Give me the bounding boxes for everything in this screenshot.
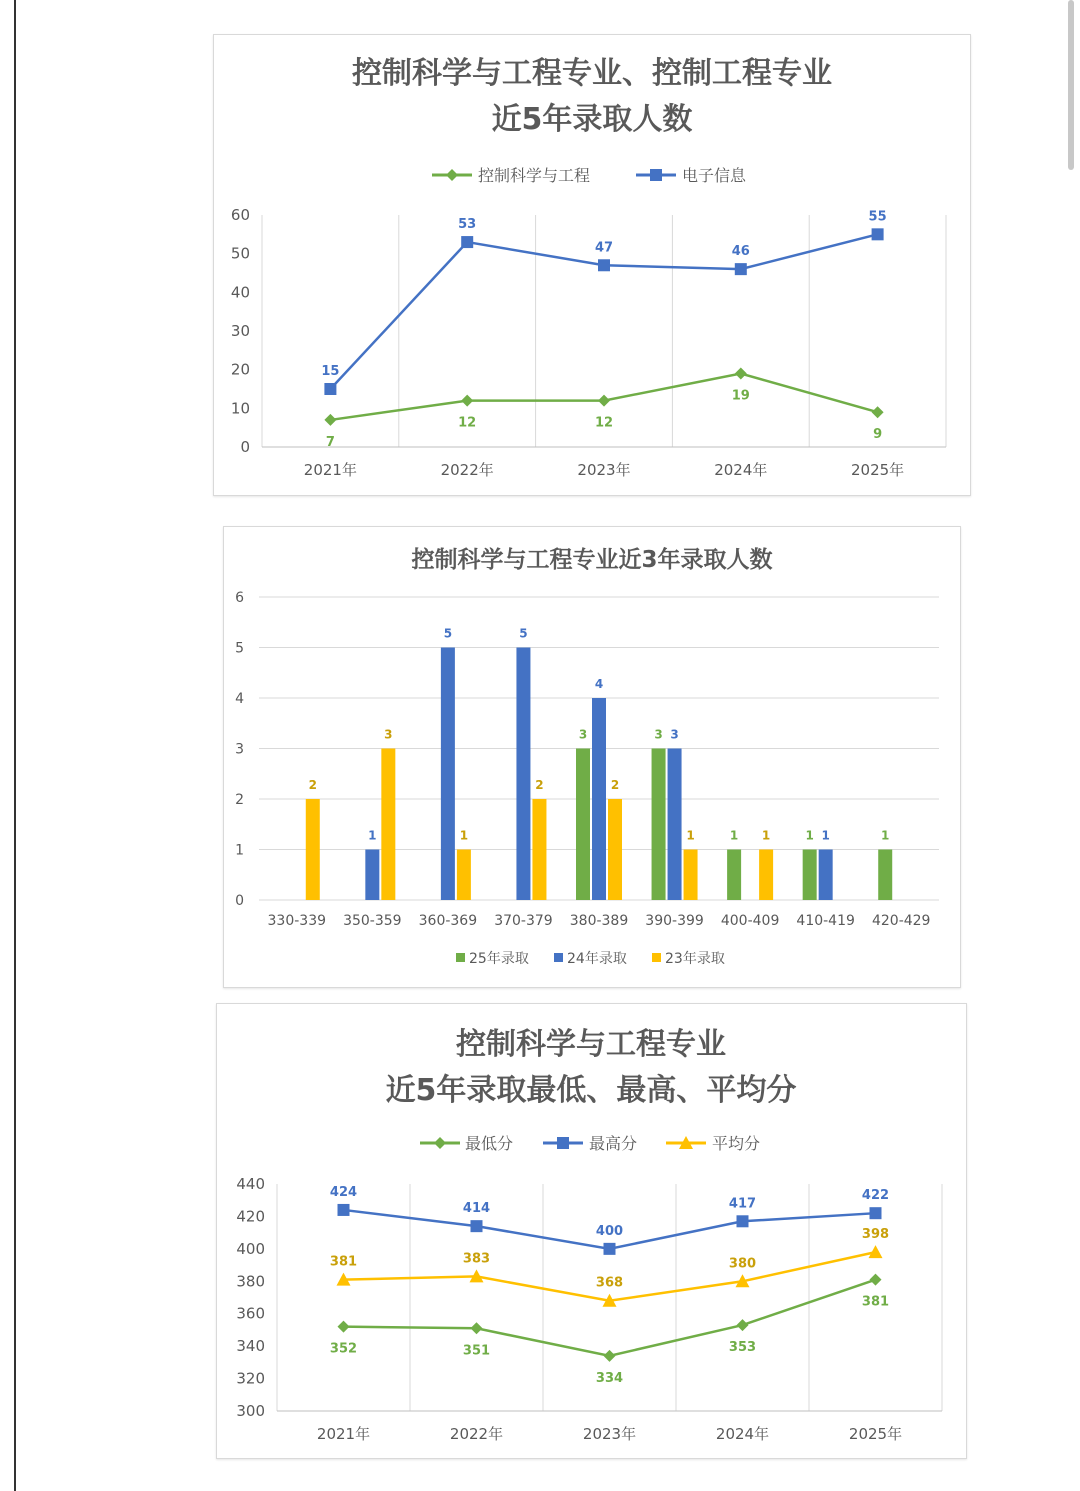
data-point <box>737 1215 749 1227</box>
chart-title-line-1: 控制科学与工程专业、控制工程专业 <box>352 56 832 91</box>
legend-label-max: 最高分 <box>589 1134 638 1153</box>
x-tick-label: 330-339 <box>267 913 327 929</box>
data-point <box>324 383 336 395</box>
chart-title-line-1: 控制科学与工程专业 <box>456 1027 726 1062</box>
y-tick-label: 6 <box>235 590 244 606</box>
x-tick-label: 380-389 <box>569 913 629 929</box>
bar <box>727 850 741 901</box>
x-tick-label: 2022年 <box>449 1425 504 1443</box>
data-point <box>737 1319 749 1331</box>
y-tick-label: 1 <box>235 842 244 859</box>
y-tick-label: 2 <box>235 792 244 808</box>
x-tick-label: 390-399 <box>645 913 704 929</box>
data-label: 53 <box>458 217 477 233</box>
chart-panel-enrollment-5yr <box>213 34 971 496</box>
y-tick-label: 420 <box>236 1207 265 1226</box>
bar-value-label: 1 <box>368 828 377 843</box>
legend-marker-diamond <box>434 1137 446 1149</box>
y-tick-label: 5 <box>235 640 244 657</box>
bar <box>668 749 682 901</box>
data-point <box>735 368 747 380</box>
y-tick-label: 40 <box>230 283 250 302</box>
bar <box>381 749 395 901</box>
legend-marker-square <box>650 169 662 181</box>
bar <box>608 799 622 900</box>
data-point <box>598 259 610 271</box>
bar <box>441 648 455 901</box>
data-label: 12 <box>594 415 614 431</box>
bar <box>819 850 833 901</box>
x-tick-label: 420-429 <box>871 913 931 929</box>
y-tick-label: 30 <box>230 322 250 340</box>
data-label: 380 <box>728 1256 757 1272</box>
x-tick-label: 350-359 <box>343 913 402 929</box>
data-label: 351 <box>462 1343 491 1359</box>
y-tick-label: 400 <box>236 1239 265 1258</box>
y-tick-label: 0 <box>235 893 244 909</box>
bar <box>592 698 606 900</box>
bar-value-label: 3 <box>654 727 663 742</box>
bar-value-label: 4 <box>594 677 604 691</box>
legend <box>456 950 725 967</box>
legend-marker-diamond <box>446 169 458 181</box>
x-tick-label: 2023年 <box>577 461 631 479</box>
chart-title-line-2: 近5年录取人数 <box>491 102 693 137</box>
bar-value-label: 1 <box>729 828 739 843</box>
legend-label-control-science: 控制科学与工程 <box>478 166 591 185</box>
data-label: 47 <box>594 240 614 256</box>
legend-label-24: 24年录取 <box>567 951 627 967</box>
bar <box>652 749 666 901</box>
data-label: 353 <box>728 1340 757 1356</box>
chart-panel-scores-5yr <box>216 1003 967 1459</box>
x-tick-label: 2022年 <box>440 461 494 479</box>
data-point <box>870 1207 882 1219</box>
y-tick-label: 360 <box>236 1304 265 1323</box>
y-tick-label: 320 <box>236 1369 265 1388</box>
y-tick-label: 340 <box>236 1337 265 1356</box>
data-point <box>604 1350 616 1362</box>
x-tick-label: 2025年 <box>848 1425 903 1443</box>
data-label: 381 <box>329 1254 358 1270</box>
data-label: 422 <box>861 1188 890 1204</box>
bar-value-label: 3 <box>384 727 393 742</box>
bar-value-label: 1 <box>761 828 771 843</box>
legend-label-min: 最低分 <box>465 1134 514 1153</box>
bar-value-label: 1 <box>686 828 695 843</box>
scrollbar-thumb[interactable] <box>1068 0 1074 170</box>
data-label: 400 <box>595 1223 624 1239</box>
page-left-edge <box>14 0 16 1491</box>
data-label: 417 <box>728 1196 757 1212</box>
bar <box>759 850 773 901</box>
y-tick-label: 10 <box>230 399 250 418</box>
data-point <box>870 1274 882 1286</box>
chart-score-distribution <box>224 527 960 987</box>
series-line-1 <box>330 234 877 389</box>
data-label: 15 <box>321 364 340 379</box>
data-label: 424 <box>329 1184 358 1200</box>
bar-value-label: 1 <box>821 828 830 843</box>
legend-swatch-blue <box>554 953 563 962</box>
legend-swatch-yellow <box>652 953 661 962</box>
x-tick-label: 2021年 <box>316 1425 371 1443</box>
data-point <box>338 1204 350 1216</box>
legend-label-25: 25年录取 <box>469 951 529 967</box>
data-label: 9 <box>873 427 883 443</box>
bar-value-label: 1 <box>459 828 469 843</box>
chart-title: 控制科学与工程专业近3年录取人数 <box>411 547 773 573</box>
data-point <box>735 263 747 275</box>
data-label: 12 <box>458 415 477 431</box>
data-label: 7 <box>325 434 335 450</box>
bar-value-label: 2 <box>610 778 620 792</box>
bar-value-label: 2 <box>535 778 544 792</box>
y-tick-label: 440 <box>236 1175 265 1193</box>
data-point <box>338 1321 350 1333</box>
data-label: 46 <box>731 244 750 260</box>
series-line-0 <box>344 1280 876 1359</box>
y-tick-label: 3 <box>235 741 244 758</box>
chart-scores-5yr <box>217 1004 966 1458</box>
data-point <box>324 414 336 426</box>
x-tick-label: 2021年 <box>303 461 357 479</box>
x-tick-label: 2024年 <box>715 1425 770 1443</box>
x-tick-label: 2024年 <box>714 461 768 479</box>
bar-value-label: 5 <box>519 626 528 641</box>
data-point <box>869 1245 883 1258</box>
y-tick-label: 50 <box>230 244 250 263</box>
data-point <box>604 1243 616 1255</box>
data-point <box>471 1220 483 1232</box>
x-tick-label: 360-369 <box>418 913 478 929</box>
data-label: 368 <box>595 1275 624 1291</box>
chart-panel-score-distribution <box>223 526 961 988</box>
chart-title-line-2: 近5年录取最低、最高、平均分 <box>385 1073 797 1108</box>
bar-value-label: 2 <box>308 778 317 792</box>
data-point <box>461 395 473 407</box>
data-point <box>872 406 884 418</box>
bar <box>803 850 817 901</box>
bar-value-label: 3 <box>670 727 679 742</box>
data-label: 334 <box>595 1370 624 1386</box>
y-tick-label: 20 <box>230 360 250 379</box>
y-tick-label: 300 <box>236 1402 265 1420</box>
data-label: 383 <box>462 1251 491 1267</box>
data-point <box>598 395 610 407</box>
data-label: 381 <box>861 1294 890 1310</box>
y-tick-label: 0 <box>240 438 250 456</box>
bar-value-label: 1 <box>881 828 890 843</box>
data-point <box>471 1322 483 1334</box>
data-label: 398 <box>861 1227 890 1243</box>
legend <box>432 166 747 185</box>
x-tick-label: 2023年 <box>582 1425 637 1443</box>
legend-swatch-green <box>456 953 465 962</box>
bar <box>684 850 698 901</box>
y-tick-label: 4 <box>235 691 244 707</box>
bar <box>878 850 892 901</box>
bar <box>457 850 471 901</box>
legend <box>420 1134 760 1153</box>
x-tick-label: 2025年 <box>851 461 905 479</box>
x-tick-label: 400-409 <box>720 913 780 929</box>
bar <box>576 749 590 901</box>
data-label: 352 <box>329 1341 358 1357</box>
legend-label-avg: 平均分 <box>712 1134 761 1153</box>
data-point <box>872 228 884 240</box>
legend-label-23: 23年录取 <box>665 951 725 967</box>
x-tick-label: 370-379 <box>494 913 553 929</box>
data-point <box>461 236 473 248</box>
y-tick-label: 60 <box>230 206 250 224</box>
bar <box>532 799 546 900</box>
bar <box>365 850 379 901</box>
chart-enrollment-5yr <box>214 35 970 495</box>
data-label: 414 <box>462 1201 491 1217</box>
bar-value-label: 5 <box>443 626 453 641</box>
bar-value-label: 1 <box>805 828 814 843</box>
legend-label-electronic-info: 电子信息 <box>682 166 747 185</box>
data-label: 19 <box>731 388 750 404</box>
data-label: 55 <box>868 209 887 225</box>
bar-value-label: 3 <box>578 727 588 742</box>
bar <box>516 648 530 901</box>
y-tick-label: 380 <box>236 1272 265 1291</box>
bar <box>306 799 320 900</box>
x-tick-label: 410-419 <box>796 913 855 929</box>
legend-marker-square <box>557 1137 569 1149</box>
